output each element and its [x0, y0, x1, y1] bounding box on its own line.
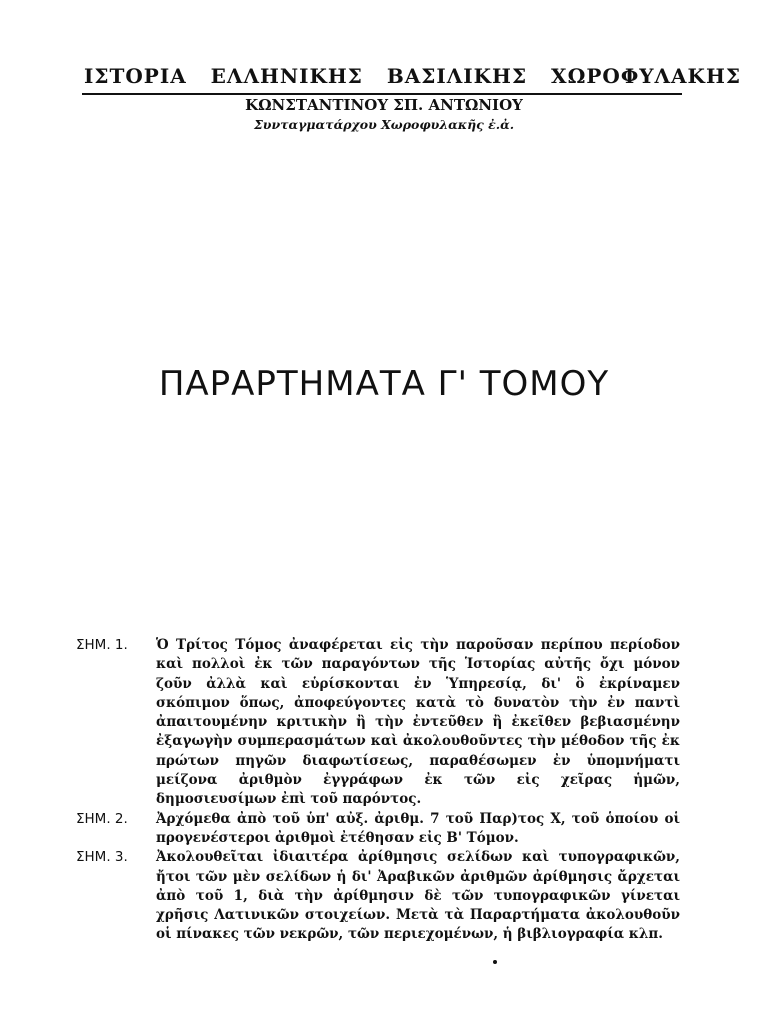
ink-dot-mark	[493, 960, 497, 964]
note-text: Ἀρχόμεθα ἀπὸ τοῦ ὑπ' αὐξ. ἀριθμ. 7 τοῦ Παρ)τος Χ, τοῦ ὁποίου οἱ προγενέστεροι ἀριθμοὶ ἐτέθησαν εἰς Β' Τόμον.	[156, 810, 680, 846]
note-1	[76, 636, 680, 810]
author-rank: Συνταγματάρχου Χωροφυλακῆς ἐ.ἀ.	[253, 117, 515, 132]
header-divider	[82, 93, 682, 95]
page-title: ΠΑΡΑΡΤΗΜΑΤΑ Γ' ΤΟΜΟΥ	[158, 364, 610, 404]
note-label: ΣΗΜ. 2.	[76, 810, 128, 827]
note-2	[76, 810, 680, 849]
note-label: ΣΗΜ. 1.	[76, 637, 128, 653]
notes-section	[76, 636, 680, 945]
series-title: ΙΣΤΟΡΙΑ ΕΛΛΗΝΙΚΗΣ ΒΑΣΙΛΙΚΗΣ ΧΩΡΟΦΥΛΑΚΗΣ	[84, 64, 741, 88]
note-text: Ὁ Τρίτος Τόμος ἀναφέρεται εἰς τὴν παροῦσαν περίπου περίοδον καὶ πολλοὶ ἐκ τῶν παραγόντων τῆς Ἱστορίας αὐτῆς ὄχι μόνον ζοῦν ἀλλὰ καὶ εὑρίσκονται ἐν Ὑπηρεσίᾳ, δι' ὃ ἐκρίναμεν σκόπιμον ὅπως, ἀποφεύγοντες κατὰ τὸ δυνατὸν τὴν ἐν παντὶ ἀπαιτουμένην κριτικὴν ἢ τὴν ἐντεῦθεν ἢ ἐκεῖθεν βεβιασμένην ἐξαγωγὴν συμπερασμάτων καὶ ἀκολουθοῦντες τὴν μέθοδον τῆς ἐκ πρώτων πηγῶν διαφωτίσεως, παραθέσωμεν ἐν ὑπομνήματι μείζονα ἀριθμὸν ἐγγράφων ἐκ τῶν εἰς χεῖρας ἡμῶν, δημοσιευσίμων ἐπὶ τοῦ παρόντος.	[156, 637, 680, 808]
note-text: Ἀκολουθεῖται ἰδιαιτέρα ἀρίθμησις σελίδων καὶ τυπογραφικῶν, ἤτοι τῶν μὲν σελίδων ἡ δι' Ἀραβικῶν ἀριθμῶν ἀρίθμησις ἄρχεται ἀπὸ τοῦ 1, διὰ τὴν ἀρίθμησιν δὲ τῶν τυπογραφικῶν γίνεται χρῆσις Λατινικῶν στοιχείων. Μετὰ τὰ Παραρτήματα ἀκολουθοῦν οἱ πίνακες τῶν νεκρῶν, τῶν περιεχομένων, ἡ βιβλιογραφία κλπ.	[156, 849, 680, 943]
note-label: ΣΗΜ. 3.	[76, 849, 128, 866]
note-3	[76, 848, 680, 944]
author-name: ΚΩΝΣΤΑΝΤΙΝΟΥ ΣΠ. ΑΝΤΩΝΙΟΥ	[245, 96, 523, 114]
